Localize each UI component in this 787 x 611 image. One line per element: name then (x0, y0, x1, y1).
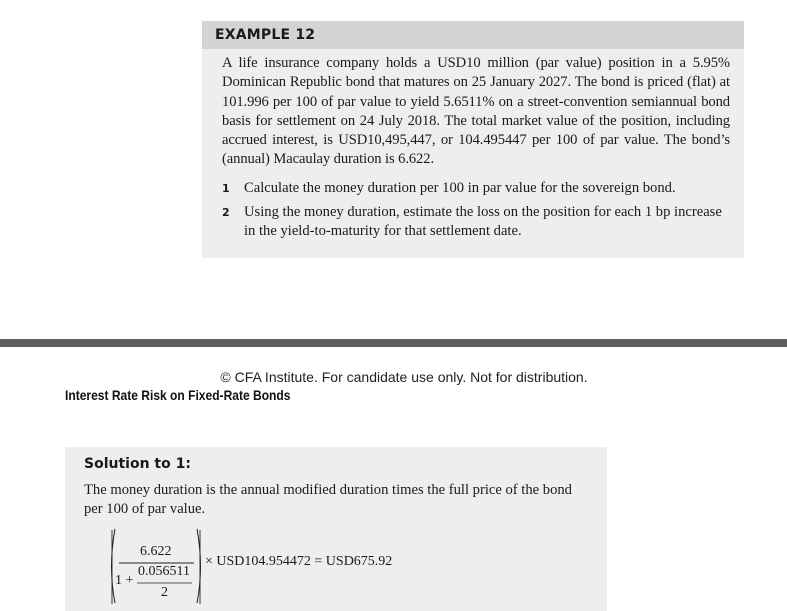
formula-one-plus: 1 + (115, 573, 134, 588)
copyright-notice: © CFA Institute. For candidate use only. Not for distribution. (220, 369, 588, 385)
formula-inner-numerator: 0.056511 (138, 564, 190, 579)
running-head: Interest Rate Risk on Fixed-Rate Bonds (65, 387, 291, 403)
solution-box (65, 447, 607, 611)
duration-formula (107, 527, 607, 607)
formula-numerator: 6.622 (140, 544, 172, 559)
formula-inner-denominator: 2 (161, 585, 168, 600)
question-number: 2 (222, 205, 230, 219)
question-text: Calculate the money duration per 100 in par value for the sovereign bond. (244, 180, 676, 196)
formula-result: × USD104.954472 = USD675.92 (205, 554, 393, 569)
example-paragraph: A life insurance company holds a USD10 million (par value) position in a 5.95% Dominican Republic bond that matures on 25 January 2027. The bond is priced (flat) at 101.996 per 100 of par value to yield 5.6511% on a street-convention semiannual bond basis for settlement on 24 July 2018. The total market value of the position, including accrued interest, is USD10,495,447, or 104.495447 per 100 of par value. The bond’s (annual) Macaulay duration is 6.622. (222, 55, 730, 168)
example-box (202, 21, 744, 258)
question-list (222, 179, 732, 246)
example-label: EXAMPLE 12 (202, 21, 744, 49)
solution-text: The money duration is the annual modified duration times the full price of the bond per 100 of par value. (84, 482, 572, 518)
question-number: 1 (222, 182, 230, 195)
question-item (222, 203, 732, 242)
question-item (222, 179, 732, 199)
question-text: Using the money duration, estimate the loss on the position for each 1 bp increase in the yield-to-maturity for that settlement date. (244, 203, 722, 239)
page-divider (0, 339, 787, 347)
solution-title: Solution to 1: (84, 456, 191, 472)
